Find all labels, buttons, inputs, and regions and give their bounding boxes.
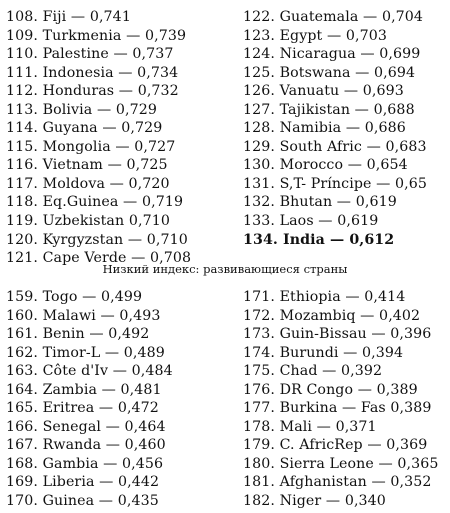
list-item: 112. Honduras — 0,732 bbox=[6, 83, 179, 100]
list-item: 111. Indonesia — 0,734 bbox=[6, 64, 179, 81]
list-item: 133. Laos — 0,619 bbox=[243, 213, 379, 230]
list-item: 132. Bhutan — 0,619 bbox=[243, 194, 397, 211]
list-item: 114. Guyana — 0,729 bbox=[6, 120, 163, 137]
list-item: 169. Liberia — 0,442 bbox=[6, 474, 160, 491]
list-item: 167. Rwanda — 0,460 bbox=[6, 437, 166, 454]
list-item: 131. S,T- Príncipe — 0,65 bbox=[243, 175, 428, 192]
list-item: 127. Tajikistan — 0,688 bbox=[243, 101, 415, 118]
list-item: 159. Togo — 0,499 bbox=[6, 289, 143, 305]
list-item: 130. Morocco — 0,654 bbox=[243, 157, 408, 174]
list-item: 173. Guin-Bissau — 0,396 bbox=[243, 326, 432, 343]
list-item: 165. Eritrea — 0,472 bbox=[6, 400, 159, 417]
list-item: 172. Mozambiq — 0,402 bbox=[243, 307, 421, 324]
list-item: 109. Turkmenia — 0,739 bbox=[6, 27, 187, 44]
list-item: 124. Nicaragua — 0,699 bbox=[243, 46, 421, 63]
list-item: 116. Vietnam — 0,725 bbox=[6, 157, 168, 174]
list-item: 164. Zambia — 0,481 bbox=[6, 381, 162, 398]
list-item: 120. Kyrgyzstan — 0,710 bbox=[6, 231, 188, 248]
list-item-highlighted: 134. India — 0,612 bbox=[243, 231, 395, 248]
list-item: 168. Gambia — 0,456 bbox=[6, 455, 164, 472]
list-item: 171. Ethiopia — 0,414 bbox=[243, 289, 406, 305]
list-item: 182. Niger — 0,340 bbox=[243, 493, 386, 510]
list-item: 166. Senegal — 0,464 bbox=[6, 418, 166, 435]
list-item: 160. Malawi — 0,493 bbox=[6, 307, 161, 324]
list-item: 115. Mongolia — 0,727 bbox=[6, 138, 176, 155]
section-heading: Низкий индекс: развивающиеся страны bbox=[102, 262, 348, 276]
list-item: 161. Benin — 0,492 bbox=[6, 326, 150, 343]
list-item: 175. Chad — 0,392 bbox=[243, 363, 383, 380]
list-item: 177. Burkina — Fas 0,389 bbox=[243, 400, 432, 417]
list-item: 170. Guinea — 0,435 bbox=[6, 493, 159, 510]
bottom-right-list bbox=[243, 288, 439, 511]
list-item: 128. Namibia — 0,686 bbox=[243, 120, 406, 137]
list-item: 162. Timor-L — 0,489 bbox=[6, 344, 165, 361]
bottom-left-list bbox=[6, 288, 173, 511]
top-left-list bbox=[6, 8, 191, 268]
top-right-list bbox=[243, 8, 427, 249]
list-item: 123. Egypt — 0,703 bbox=[243, 27, 387, 44]
list-item: 179. C. AfricRep — 0,369 bbox=[243, 437, 428, 454]
list-item: 117. Moldova — 0,720 bbox=[6, 175, 170, 192]
list-item: 178. Mali — 0,371 bbox=[243, 418, 377, 435]
list-item: 181. Afghanistan — 0,352 bbox=[243, 474, 432, 491]
list-item: 163. Côte d'Iv — 0,484 bbox=[6, 363, 173, 380]
list-item: 108. Fiji — 0,741 bbox=[6, 9, 131, 25]
list-item: 119. Uzbekistan 0,710 bbox=[6, 213, 170, 230]
list-item: 121. Cape Verde — 0,708 bbox=[6, 250, 192, 267]
list-item: 122. Guatemala — 0,704 bbox=[243, 9, 424, 25]
list-item: 126. Vanuatu — 0,693 bbox=[243, 83, 404, 100]
list-item: 110. Palestine — 0,737 bbox=[6, 46, 174, 63]
list-item: 118. Eq.Guinea — 0,719 bbox=[6, 194, 184, 211]
list-item: 113. Bolivia — 0,729 bbox=[6, 101, 157, 118]
list-item: 125. Botswana — 0,694 bbox=[243, 64, 416, 81]
list-item: 174. Burundi — 0,394 bbox=[243, 344, 404, 361]
list-item: 180. Sierra Leone — 0,365 bbox=[243, 455, 439, 472]
list-item: 129. South Afric — 0,683 bbox=[243, 138, 427, 155]
list-item: 176. DR Congo — 0,389 bbox=[243, 381, 418, 398]
